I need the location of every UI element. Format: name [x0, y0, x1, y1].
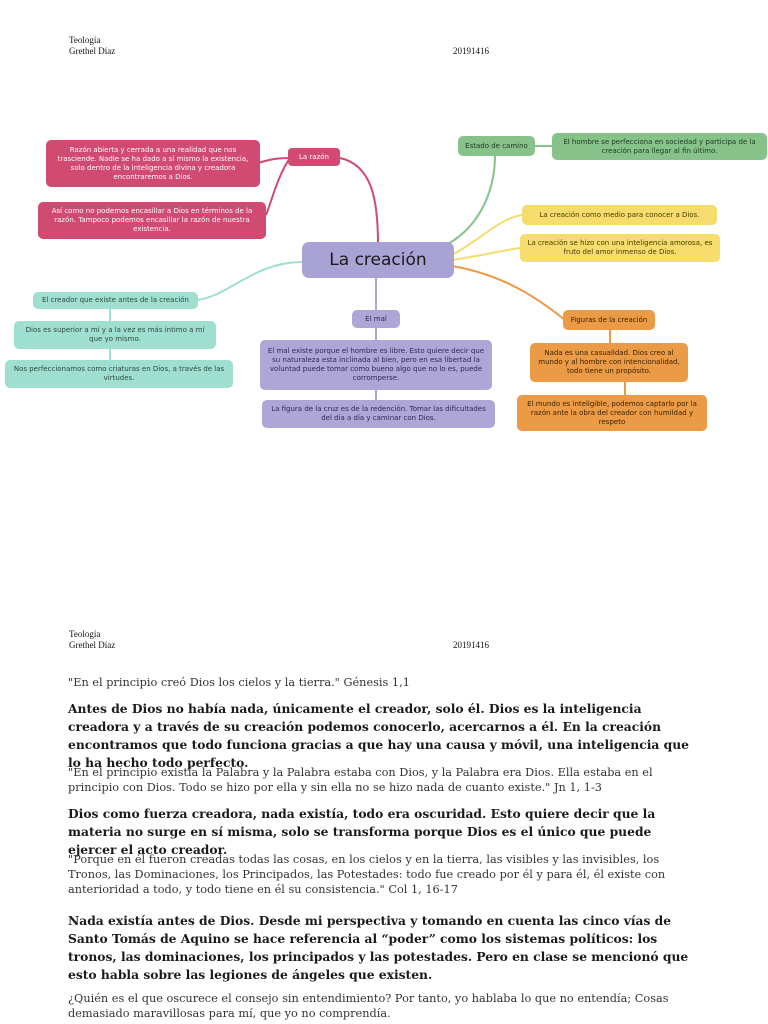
creador-detail: Dios es superior a mí y a la vez es más íntimo a mí que yo mismo.: [14, 321, 216, 349]
student-id: 20191416: [453, 46, 489, 56]
razon-detail: Razón abierta y cerrada a una realidad que nos trasciende. Nadie se ha dado a sí mismo la existencia, solo dentro de la inteligencia divina y creadora encontraremos a Dios.: [46, 140, 260, 187]
connector-razon-detail-2: [266, 158, 290, 215]
creador-node: El creador que existe antes de la creación: [33, 292, 198, 309]
quote-job: ¿Quién es el que oscurece el consejo sin entendimiento? Por tanto, yo hablaba lo que no entendía; Cosas demasiado maravillosas para mí, que yo no comprendía.: [68, 992, 669, 1020]
quote-colossians: "Porque en él fueron creadas todas las cosas, en los cielos y en la tierra, las visibles y las invisibles, los Tronos, las Dominaciones, los Principados, las Potestades: todo fue creado por él y para él, él existe con anterioridad a todo, y todo tiene en él su consistencia." Col 1, 16-17: [68, 853, 666, 896]
razon-node: La razón: [288, 148, 340, 166]
connector-razon-detail: [258, 158, 290, 163]
author-name: Grethel Díaz: [69, 46, 116, 56]
course-label: Teología: [69, 629, 101, 639]
razon-detail: Así como no podemos encasillar a Dios en términos de la razón. Tampoco podemos encasillar la razón de nuestra existencia.: [38, 202, 266, 239]
estado-node: Estado de camino: [458, 136, 535, 156]
course-label: Teología: [69, 35, 101, 45]
estado-detail: El hombre se perfecciona en sociedad y participa de la creación para llegar al fin último.: [552, 133, 767, 160]
connector-estado: [440, 155, 495, 248]
central-topic: La creación: [302, 242, 454, 278]
reflection-paragraph: Dios como fuerza creadora, nada existía, todo era oscuridad. Esto quiere decir que la materia no surge en sí misma, solo se transforma porque Dios es el único que puede ejercer el acto creador.: [68, 806, 656, 857]
author-name: Grethel Díaz: [69, 640, 116, 650]
student-id: 20191416: [453, 640, 489, 650]
figuras-detail: Nada es una casualidad. Dios creo al mundo y al hombre con intencionalidad, todo tiene un propósito.: [530, 343, 688, 382]
connector-figuras: [452, 266, 565, 320]
quote-john: "En el principio existía la Palabra y la Palabra estaba con Dios, y la Palabra era Dios. Ella estaba en el principio con Dios. Todo se hizo por ella y sin ella no se hizo nada de cuanto existe." Jn 1, 1-3: [68, 766, 653, 794]
page2-header: [69, 629, 115, 651]
medio-node: La creación como medio para conocer a Dios.: [522, 205, 717, 225]
figuras-node: Figuras de la creación: [563, 310, 655, 330]
reflection-paragraph: Antes de Dios no había nada, únicamente el creador, solo él. Dios es la inteligencia creadora y a través de su creación podemos conocerlo, acercarnos a él. En la creación encontramos que todo funciona gracias a que hay una causa y móvil, una inteligencia que lo ha hecho todo perfecto.: [68, 701, 689, 770]
quote-genesis: "En el principio creó Dios los cielos y la tierra." Génesis 1,1: [68, 676, 410, 689]
reflection-paragraph: Nada existía antes de Dios. Desde mi perspectiva y tomando en cuenta las cinco vías de Santo Tomás de Aquino se hace referencia al “poder” como los sistemas políticos: los tronos, las dominaciones, los principados y las potestades. Pero en clase se mencionó que esto habla sobre las legiones de ángeles que existen.: [68, 913, 689, 982]
mal-detail: La figura de la cruz es de la redención. Tomar las dificultades del día a día y caminar con Dios.: [262, 400, 495, 428]
figuras-detail: El mundo es inteligible, podemos captarlo por la razón ante la obra del creador con humildad y respeto: [517, 395, 707, 431]
connector-creador: [198, 262, 302, 300]
medio-detail: La creación se hizo con una inteligencia amorosa, es fruto del amor inmenso de Dios.: [520, 234, 720, 262]
mal-detail: El mal existe porque el hombre es libre. Esto quiere decir que su naturaleza esta inclinada al bien, pero en esa libertad la voluntad puede tomar como bueno algo que no lo es, puede corromperse.: [260, 340, 492, 390]
mind-map: [0, 0, 768, 440]
connector-razon: [340, 158, 378, 244]
mal-node: El mal: [352, 310, 400, 328]
creador-detail: Nos perfeccionamos como criaturas en Dios, a través de las virtudes.: [5, 360, 233, 388]
